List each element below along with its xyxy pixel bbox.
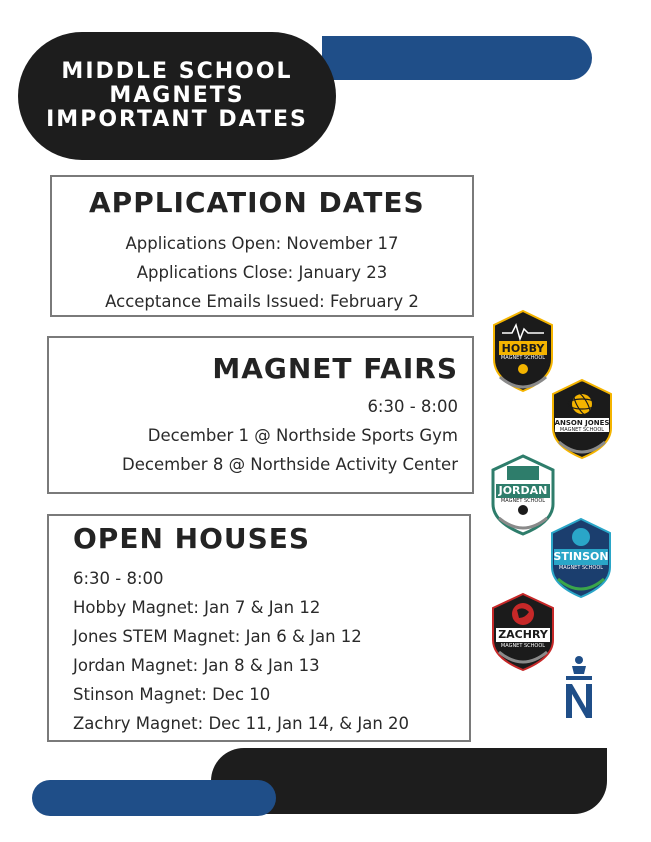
northside-n-logo xyxy=(560,654,598,720)
jones-badge-name: ANSON JONES xyxy=(554,419,610,427)
title-line-1: MIDDLE SCHOOL xyxy=(61,59,293,84)
stinson-badge-logo xyxy=(548,515,614,601)
open-house-hobby: Hobby Magnet: Jan 7 & Jan 12 xyxy=(73,598,321,617)
open-house-jones: Jones STEM Magnet: Jan 6 & Jan 12 xyxy=(73,627,362,646)
hobby-badge-sub: MAGNET SCHOOL xyxy=(500,355,546,361)
stinson-badge-sub: MAGNET SCHOOL xyxy=(558,565,604,571)
header-accent-bar xyxy=(322,36,592,80)
application-open-line: Applications Open: November 17 xyxy=(125,234,399,253)
open-houses-title: OPEN HOUSES xyxy=(73,522,311,555)
zachry-badge-logo xyxy=(489,590,557,674)
jordan-badge-sub: MAGNET SCHOOL xyxy=(500,498,546,504)
hobby-badge-name: HOBBY xyxy=(501,342,545,355)
magnet-fairs-title: MAGNET FAIRS xyxy=(212,352,458,385)
jordan-badge-logo xyxy=(489,452,557,538)
acceptance-emails-line: Acceptance Emails Issued: February 2 xyxy=(105,292,419,311)
title-line-3: IMPORTANT DATES xyxy=(46,107,308,132)
fair-event-1: December 1 @ Northside Sports Gym xyxy=(147,426,458,445)
fairs-time: 6:30 - 8:00 xyxy=(367,397,458,416)
open-houses-time: 6:30 - 8:00 xyxy=(73,569,164,588)
fair-event-2: December 8 @ Northside Activity Center xyxy=(122,455,458,474)
application-close-line: Applications Close: January 23 xyxy=(136,263,388,282)
open-house-jordan: Jordan Magnet: Jan 8 & Jan 13 xyxy=(73,656,320,675)
stinson-badge-name: STINSON xyxy=(553,550,609,563)
open-houses-box xyxy=(47,514,471,742)
jones-badge-sub: MAGNET SCHOOL xyxy=(559,427,605,433)
zachry-badge-sub: MAGNET SCHOOL xyxy=(500,643,546,649)
footer-blue-bar xyxy=(32,780,276,816)
application-dates-box xyxy=(50,175,474,317)
jordan-badge-name: JORDAN xyxy=(498,484,548,497)
open-house-zachry: Zachry Magnet: Dec 11, Jan 14, & Jan 20 xyxy=(73,714,410,733)
application-dates-title: APPLICATION DATES xyxy=(89,186,425,219)
open-house-stinson: Stinson Magnet: Dec 10 xyxy=(73,685,271,704)
title-line-2: MAGNETS xyxy=(109,83,245,108)
zachry-badge-name: ZACHRY xyxy=(498,628,548,641)
title-banner xyxy=(18,32,336,160)
magnet-fairs-box xyxy=(47,336,474,494)
jones-badge-logo xyxy=(549,376,615,462)
hobby-badge-logo xyxy=(490,307,556,395)
